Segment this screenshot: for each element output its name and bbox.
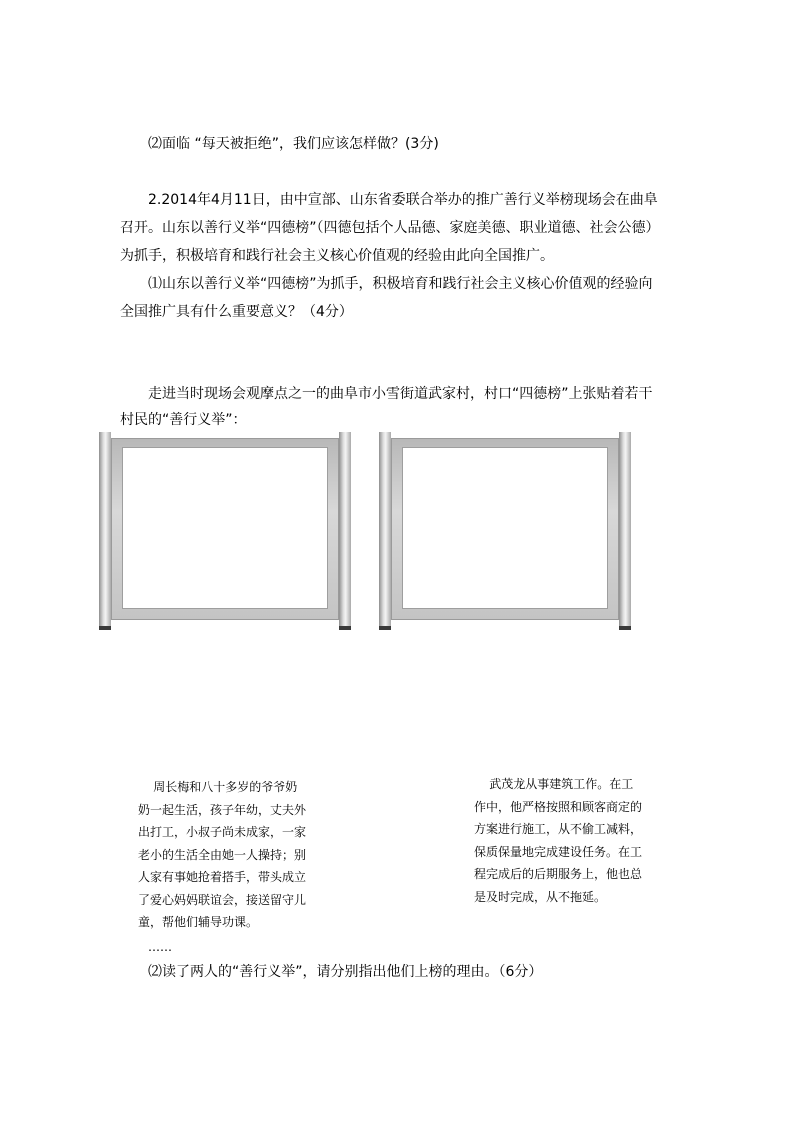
- board-frame: [111, 438, 339, 620]
- story-right-line: 方案进行施工，从不偷工减料，: [474, 822, 643, 836]
- story-left-line: 童，帮他们辅导功课。: [138, 915, 259, 929]
- story-left-line: 出打工，小叔子尚未成家，一家: [138, 825, 307, 839]
- board-post-left: [99, 432, 111, 630]
- question-2-sub-2: ⑵读了两人的“善行义举”，请分别指出他们上榜的理由。（6分）: [148, 964, 543, 980]
- story-left-zhou-changmei: [138, 776, 306, 934]
- story-right-wu-maolong: [474, 773, 642, 908]
- board-panel: [122, 447, 328, 609]
- story-right-line: 作中，他严格按照和顾客商定的: [474, 799, 643, 814]
- story-right-line: 武茂龙从事建筑工作。在工: [474, 777, 634, 791]
- story-left-line: 人家有事她抢着搭手，带头成立: [138, 870, 307, 884]
- question-1-part-2: ⑵面临 “每天被拒绝”，我们应该怎样做？(3分): [148, 136, 439, 152]
- question-2-sub-1-line-2: 全国推广具有什么重要意义？（4分）: [120, 304, 353, 320]
- story-left-line: 奶一起生活，孩子年幼，丈夫外: [138, 802, 307, 817]
- story-left-line: 周长梅和八十多岁的爷爷奶: [138, 780, 298, 794]
- question-2-intro-line-1: 2.2014年4月11日，由中宣部、山东省委联合举办的推广善行义举榜现场会在曲阜: [148, 192, 658, 208]
- context-line-1: 走进当时现场会观摩点之一的曲阜市小雪街道武家村，村口“四德榜”上张贴着若干: [148, 386, 653, 402]
- question-2-intro-line-2: 召开。山东以善行义举“四德榜”（四德包括个人品德、家庭美德、职业道德、社会公德）: [120, 220, 660, 236]
- bulletin-board-left: [99, 432, 351, 630]
- story-left-line: 了爱心妈妈联谊会，接送留守儿: [138, 892, 307, 907]
- story-right-line: 保质保量地完成建设任务。在工: [474, 844, 643, 859]
- board-post-right: [619, 432, 631, 630]
- bulletin-board-right: [379, 432, 631, 630]
- question-2-sub-1-line-1: ⑴山东以善行义举“四德榜”为抓手，积极培育和践行社会主义核心价值观的经验向: [148, 276, 653, 292]
- board-post-right: [339, 432, 351, 630]
- ellipsis: ……: [148, 940, 172, 954]
- question-2-intro-line-3: 为抓手，积极培育和践行社会主义核心价值观的经验由此向全国推广。: [120, 248, 554, 264]
- story-left-line: 老小的生活全由她一人操持；别: [138, 847, 307, 862]
- board-frame: [391, 438, 619, 620]
- context-line-2: 村民的“善行义举”：: [120, 412, 247, 428]
- board-post-left: [379, 432, 391, 630]
- board-panel: [402, 447, 608, 609]
- story-right-line: 程完成后的后期服务上，他也总: [474, 867, 643, 881]
- story-right-line: 是及时完成，从不拖延。: [474, 889, 607, 904]
